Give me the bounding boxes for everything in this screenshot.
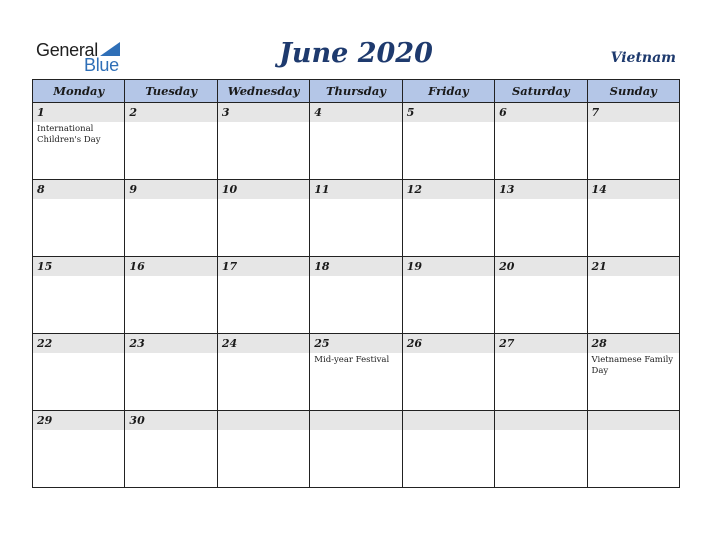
day-cell xyxy=(495,334,587,411)
day-number: 3 xyxy=(218,103,309,122)
day-cell xyxy=(217,180,309,257)
day-number: 26 xyxy=(403,334,494,353)
day-cell xyxy=(310,411,402,488)
day-cell xyxy=(587,334,679,411)
day-cell xyxy=(587,411,679,488)
day-cell xyxy=(587,103,679,180)
day-cell xyxy=(33,411,125,488)
day-number: 30 xyxy=(125,411,216,430)
logo-text-blue: Blue xyxy=(84,55,119,75)
day-number: 20 xyxy=(495,257,586,276)
day-cell xyxy=(495,103,587,180)
day-cell xyxy=(587,180,679,257)
day-cell xyxy=(587,257,679,334)
day-number: 18 xyxy=(310,257,401,276)
weekday-header: Thursday xyxy=(310,80,402,103)
day-number: 2 xyxy=(125,103,216,122)
day-number: 27 xyxy=(495,334,586,353)
day-number: 11 xyxy=(310,180,401,199)
day-number: 25 xyxy=(310,334,401,353)
day-cell xyxy=(217,103,309,180)
day-number: 22 xyxy=(33,334,124,353)
day-number: 8 xyxy=(33,180,124,199)
week-row xyxy=(33,103,680,180)
day-cell xyxy=(33,334,125,411)
holiday-label: Vietnamese Family Day xyxy=(591,355,674,376)
holiday-label: Mid-year Festival xyxy=(314,355,390,365)
day-number: 17 xyxy=(218,257,309,276)
day-number: 15 xyxy=(33,257,124,276)
week-row xyxy=(33,180,680,257)
day-cell xyxy=(310,180,402,257)
day-number: 7 xyxy=(588,103,679,122)
day-cell xyxy=(33,257,125,334)
week-row xyxy=(33,411,680,488)
day-number xyxy=(588,411,679,430)
day-cell xyxy=(125,103,217,180)
day-cell xyxy=(310,103,402,180)
day-cell xyxy=(125,334,217,411)
logo-text-general: General xyxy=(36,40,98,60)
day-cell xyxy=(495,257,587,334)
weekday-header: Monday xyxy=(33,80,125,103)
day-cell xyxy=(402,257,494,334)
day-cell xyxy=(33,180,125,257)
weekday-header: Saturday xyxy=(495,80,587,103)
day-cell xyxy=(402,180,494,257)
day-number: 10 xyxy=(218,180,309,199)
calendar-title: June 2020 xyxy=(279,38,433,69)
day-number: 16 xyxy=(125,257,216,276)
day-number xyxy=(403,411,494,430)
day-cell xyxy=(125,257,217,334)
weekday-header-row xyxy=(33,80,680,103)
weekday-header: Friday xyxy=(402,80,494,103)
day-cell xyxy=(33,103,125,180)
day-number: 23 xyxy=(125,334,216,353)
day-cell xyxy=(402,411,494,488)
day-number: 29 xyxy=(33,411,124,430)
day-number xyxy=(218,411,309,430)
calendar-grid xyxy=(32,79,680,488)
day-number: 4 xyxy=(310,103,401,122)
holiday-label: International Children's Day xyxy=(37,124,101,145)
day-cell xyxy=(217,411,309,488)
day-cell xyxy=(402,103,494,180)
day-cell xyxy=(125,180,217,257)
day-cell xyxy=(495,180,587,257)
day-cell xyxy=(310,257,402,334)
day-number: 28 xyxy=(588,334,679,353)
weekday-header: Sunday xyxy=(587,80,679,103)
weekday-header: Wednesday xyxy=(217,80,309,103)
day-number: 6 xyxy=(495,103,586,122)
day-number: 5 xyxy=(403,103,494,122)
day-cell xyxy=(217,334,309,411)
day-cell xyxy=(495,411,587,488)
day-number xyxy=(495,411,586,430)
day-number: 19 xyxy=(403,257,494,276)
day-number xyxy=(310,411,401,430)
day-cell xyxy=(125,411,217,488)
day-cell xyxy=(310,334,402,411)
day-number: 1 xyxy=(33,103,124,122)
day-number: 24 xyxy=(218,334,309,353)
day-cell xyxy=(402,334,494,411)
day-cell xyxy=(217,257,309,334)
week-row xyxy=(33,257,680,334)
day-number: 21 xyxy=(588,257,679,276)
weekday-header: Tuesday xyxy=(125,80,217,103)
day-number: 13 xyxy=(495,180,586,199)
day-number: 9 xyxy=(125,180,216,199)
country-label: Vietnam xyxy=(610,50,676,66)
week-row xyxy=(33,334,680,411)
day-number: 14 xyxy=(588,180,679,199)
day-number: 12 xyxy=(403,180,494,199)
